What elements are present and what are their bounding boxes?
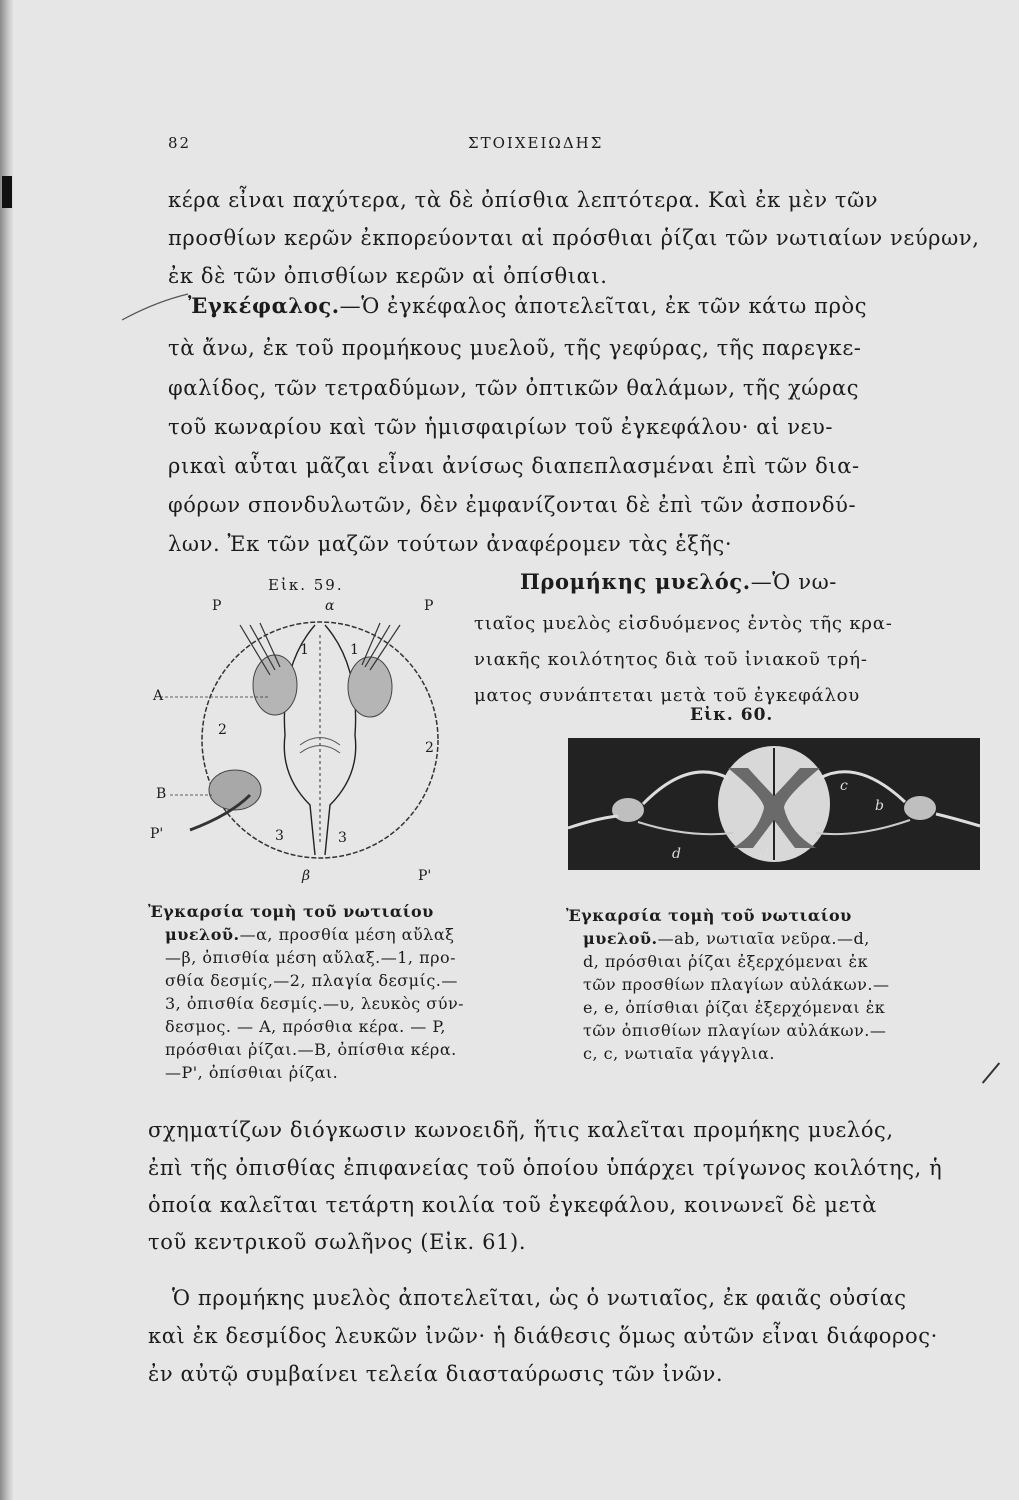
body-line: νιακῆς κοιλότητος διὰ τοῦ ἰνιακοῦ τρή-: [474, 649, 868, 670]
body-line: ἐκ δὲ τῶν ὀπισθίων κερῶν αἱ ὀπίσθιαι.: [168, 264, 608, 288]
figure-60-caption-title: Ἐγκαρσία τομὴ τοῦ νωτιαίου: [566, 906, 852, 925]
figure-59-caption-line: —β, ὀπισθία μέση αὔλαξ.—1, προ-: [165, 948, 457, 967]
fig60-letter-c: c: [840, 778, 848, 794]
fig59-number-1: 1: [300, 642, 309, 658]
figure-59-caption-line: —P', ὀπίσθιαι ῥίζαι.: [165, 1063, 339, 1082]
figure-60-caption-line: d, πρόσθιαι ῥίζαι ἐξερχόμεναι ἐκ: [583, 952, 869, 971]
section-heading-brain: Ἐγκέφαλος.: [188, 293, 340, 318]
figure-59-caption-line: πρόσθιαι ῥίζαι.—B, ὀπίσθια κέρα.: [165, 1040, 457, 1059]
fig60-letter-d: d: [760, 846, 769, 862]
fig60-letter-d: d: [672, 846, 681, 862]
fig59-letter-P-prime-bottom: P': [418, 868, 432, 884]
medulla-first-line: —Ὁ νω-: [750, 570, 837, 594]
body-line: τοῦ κωναρίου καὶ τῶν ἡμισφαιρίων τοῦ ἐγκεφάλου· αἱ νευ-: [168, 415, 834, 439]
fig59-letter-P: P: [212, 598, 222, 614]
fig59-number-3: 3: [275, 828, 284, 844]
body-line: ἐν αὐτῷ συμβαίνει τελεία διασταύρωσις τῶν ἰνῶν.: [148, 1362, 724, 1386]
figure-60-caption-line: τῶν ὀπισθίων πλαγίων αὐλάκων.—: [583, 1021, 887, 1040]
fig59-letter-A: A: [153, 688, 164, 704]
medulla-heading-line: [520, 568, 837, 596]
body-line: φαλίδος, τῶν τετραδύμων, τῶν ὀπτικῶν θαλάμων, τῆς χώρας: [168, 376, 860, 400]
body-line: σχηματίζων διόγκωσιν κωνοειδῆ, ἥτις καλεῖται προμήκης μυελός,: [148, 1118, 894, 1142]
fig59-letter-beta: β: [302, 868, 311, 884]
body-line: κέρα εἶναι παχύτερα, τὰ δὲ ὀπίσθια λεπτότερα. Καὶ ἐκ μὲν τῶν: [168, 188, 879, 212]
body-line: τιαῖος μυελὸς εἰσδυόμενος ἐντὸς τῆς κρα-: [474, 613, 893, 634]
fig59-letter-B: B: [156, 786, 167, 802]
body-line: τὰ ἄνω, ἐκ τοῦ προμήκους μυελοῦ, τῆς γεφύρας, τῆς παρεγκε-: [168, 336, 862, 360]
figure-60-caption-line: e, e, ὀπίσθιαι ῥίζαι ἐξερχόμεναι ἐκ: [583, 998, 886, 1017]
fig59-number-2: 2: [425, 740, 434, 756]
figure-59-caption-line: δεσμος. — A, πρόσθια κέρα. — P,: [165, 1017, 446, 1036]
page-number: 82: [168, 134, 192, 152]
fig59-number-2: 2: [218, 722, 227, 738]
figure-59-caption-line: σθία δεσμίς,—2, πλαγία δεσμίς.—: [165, 971, 458, 990]
body-line: ἐπὶ τῆς ὀπισθίας ἐπιφανείας τοῦ ὁποίου ὑπάρχει τρίγωνος κοιλότης, ἡ: [148, 1156, 943, 1180]
brain-first-line: —Ὁ ἐγκέφαλος ἀποτελεῖται, ἐκ τῶν κάτω πρὸς: [339, 294, 868, 318]
figure-60-caption-line: τῶν προσθίων πλαγίων αὐλάκων.—: [583, 975, 890, 994]
gutter-ink-mark: [2, 176, 12, 208]
body-line: Ὁ προμήκης μυελὸς ἀποτελεῖται, ὡς ὁ νωτιαῖος, ἐκ φαιᾶς οὐσίας: [172, 1286, 907, 1310]
fig59-letter-P-prime: P': [150, 826, 164, 842]
page-gutter: [0, 0, 14, 1500]
body-line: φόρων σπονδυλωτῶν, δὲν ἐμφανίζονται δὲ ἐπὶ τῶν ἀσπονδύ-: [168, 493, 857, 517]
pencil-stroke: [120, 292, 190, 322]
body-line: προσθίων κερῶν ἐκπορεύονται αἱ πρόσθιαι ῥίζαι τῶν νωτιαίων νεύρων,: [168, 226, 980, 250]
body-line: ὁποία καλεῖται τετάρτη κοιλία τοῦ ἐγκεφάλου, κοινωνεῖ δὲ μετὰ: [148, 1193, 877, 1217]
body-line: λων. Ἐκ τῶν μαζῶν τούτων ἀναφέρομεν τὰς ἑξῆς·: [168, 532, 733, 556]
figure-60-caption-line: c, c, νωτιαῖα γάγγλια.: [583, 1044, 775, 1063]
fig60-letter-b: b: [875, 798, 884, 814]
body-line: ρικαὶ αὗται μᾶζαι εἶναι ἀνίσως διαπεπλασμέναι ἐπὶ τῶν δια-: [168, 454, 860, 478]
fig59-number-1: 1: [350, 642, 359, 658]
running-head: ΣΤΟΙΧΕΙΩΔΗΣ: [468, 134, 604, 152]
figure-59-caption-line: 3, ὀπισθία δεσμίς.—υ, λευκὸς σύν-: [165, 994, 465, 1013]
body-line: τοῦ κεντρικοῦ σωλῆνος (Εἰκ. 61).: [148, 1230, 527, 1254]
fig59-letter-alpha: α: [325, 598, 335, 614]
brain-heading-line: [188, 292, 867, 320]
body-line: καὶ ἐκ δεσμίδος λευκῶν ἰνῶν· ἡ διάθεσις ὅμως αὐτῶν εἶναι διάφορος·: [148, 1324, 938, 1348]
figure-59-label: Εἰκ. 59.: [268, 576, 344, 594]
fig59-letter-P-right: P: [424, 598, 434, 614]
figure-60-label: Εἰκ. 60.: [690, 705, 774, 725]
figure-59-caption-title: Ἐγκαρσία τομὴ τοῦ νωτιαίου: [148, 902, 434, 921]
fig59-number-3: 3: [338, 830, 347, 846]
figure-59-spinal-cord-drawing: [150, 605, 470, 875]
figure-60-spinal-cord-drawing: [568, 738, 980, 870]
figure-59-caption-line: μυελοῦ.—α, προσθία μέση αὔλαξ: [165, 925, 455, 944]
section-heading-medulla: Προμήκης μυελός.: [520, 569, 751, 594]
body-line: ματος συνάπτεται μετὰ τοῦ ἐγκεφάλου: [474, 685, 861, 706]
figure-60-caption-line: μυελοῦ.—ab, νωτιαῖα νεῦρα.—d,: [583, 929, 870, 948]
pencil-mark: [982, 1062, 1000, 1083]
